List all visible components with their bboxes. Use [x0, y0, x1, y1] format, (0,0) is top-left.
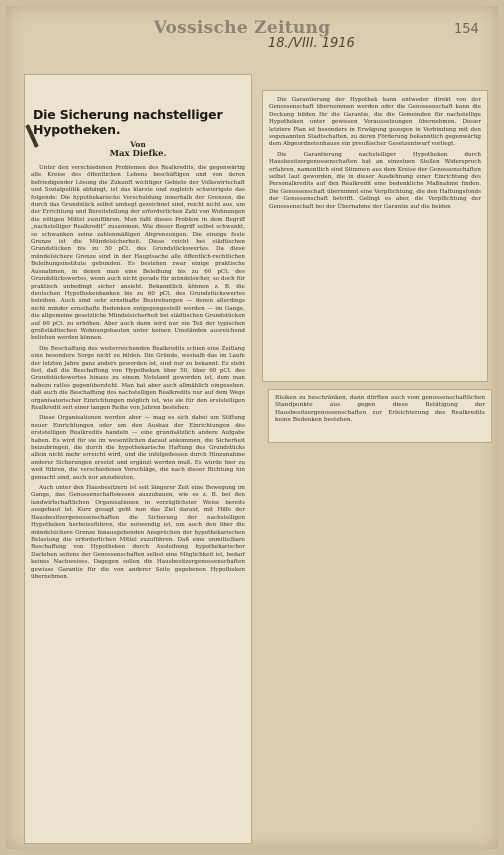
article-clipping [24, 74, 252, 844]
article-paragraph: Diese Organisationen werden aber — mag es sich dabei um Stiftung neuer Einrichtungen oder um den Ausbau der Einrichtungen des erststelligen Realkredits handeln — eine grundsätzlich andere Aufgabe haben. Es wird für sie im wesentlichen darauf ankommen, die Sicherheit beizubringen, die durch die hypothekarische Haftung des Grundstücks allein nicht mehr erreicht wird, und die infolgedessen durch Hinzunahme anderer Sicherungen ersetzt und ergänzt werden muß. Es würde hier zu weit führen, die verschiedenen Vorschläge, die nach dieser Richtung hin gemacht sind, auch nur anzudeuten. [31, 415, 245, 481]
article-headline: Die Sicherung nachstelliger Hypotheken. [33, 107, 223, 137]
handwritten-date: 18./VIII. 1916 [268, 36, 355, 51]
article-continuation-clipping [262, 90, 488, 382]
page-number: 154 [454, 22, 479, 37]
article-paragraph: Auch unter den Hausbesitzern ist seit längerer Zeit eine Bewegung im Gange, das Genossenschaftswesen auszubauen, wie es z. B. bei den landwirtschaftlichen Organisationen in vorzüglichster Weise bereits ausgebaut ist. Kurz gesagt geht nun das Ziel darauf, mit Hilfe der Hausbesitzergenossenschaften die Sicherung der nachstelligen Hypotheken herbeizuführen, die notwendig ist, um auch den über die mündelsichere Grenze hinausgehenden Ansprüchen der hypothekarischen Belastung die erforderlichen Mittel zuzuführen. Daß eine unmittelbare Beschaffung von Hypotheken durch Ausleihung hypothekarischer Darlehen seitens der Genossenschaften selbst eine Möglichkeit ist, bedarf keines Nachweises. Dagegen sollen die Hausbesitzergenossenschaften gewisse Garantie für die von anderer Seite gegebenen Hypotheken übernehmen. [31, 485, 245, 580]
end-strip-text: Risiken zu beschränken, dann dürften auch vom genossenschaftlichen Standpunkte aus gegen diese Betätigung der Hausbesitzergenossenschaften zur Erleichterung des Realkredits keine Bedenken bestehen. [275, 395, 485, 424]
article-paragraph: Unter den verschiedenen Problemen des Realkredits, die gegenwärtig alle Kreise des öffentlichen Lebens beschäftigen und von deren befriedigender Lösung die Zukunft wichtiger Gebiete der Volkswirtschaft und Sozialpolitik abhängt, ist das klarste und zugleich schwierigste das folgende: Die hypothekarische Verschuldung innerhalb der Grenzen, die durch das Grundstück selbst umhegt gezeichnet sind, reicht nicht aus, um der Errichtung und Bereitstellung der erforderlichen Zahl von Wohnungen die nötigen Mittel zuzuführen. Man faßt dieses Problem in dem Begriff „nachstelliger Realkredit“ zusammen. Wie dieser Begriff selbst schwankt, so schwanken seine zahlenmäßigen Abgrenzungen. Die einzige feste Grenze ist die Mündelsicherheit. Diese reicht bei städtischen Grundstücken bis zu 50 pCt. des Grundstückswertes. Da diese mündelsichere Grenze sind in der Hauptsache alle öffentlich-rechtlichen Beleihungsinstitute gebunden. Es bestehen zwar einige praktische Ausnahmen, in denen man eine Beleihung bis zu 60 pCt. des Grundstückswertes, wenn auch nicht gerade für mündelsicher, so doch für praktisch unbedingt sicher ansieht. Bekanntlich können z. B. die deutschen Hypothekenbanken bis zu 60 pCt. des Grundstückswertes beleihen. Auch sind sehr ernsthafte Bestrebungen — denen allerdings nicht minder ernsthafte Bedenken entgegengestellt werden — im Gange, die allgemeine gesetzliche Mündelsicherheit bei städtischen Grundstücken auf 60 pCt. zu erhöhen. Aber auch dann wird nur ein Teil der typischen großstädtischen Wohnungsbauten unter keinen Umständen ausreichend beliehen werden können. [31, 165, 245, 342]
continuation-body [269, 97, 481, 211]
byline-von: Von [130, 140, 146, 149]
article-end-strip [268, 389, 492, 443]
continuation-paragraph: Die Garantierung nachstelliger Hypotheken durch Hausbesitzergenossenschaften hat an einzelnen Stellen Widerspruch erfahren, namentlich sind Stimmen aus dem Kreise der Genossenschaften selbst laut geworden, die in dieser Ausdehnung einer Einrichtung des Personalkredits auf den Realkredit eine bedenkliche Maßnahme finden. Die Genossenschaft übernimmt eine Verpflichtung, die den Haftungsfonds der Genossenschaft betrifft. Gelingt es aber, die Verpflichtung der Genossenschaft bei der Übernahme der Garantie auf die beiden [269, 151, 481, 210]
continuation-paragraph: Die Garantierung der Hypothek kann entweder direkt von der Genossenschaft übernommen werden oder die Genossenschaft kann die Deckung bilden für die Garantie, die die Gemeinden für nachstellige Hypotheken unter gewissen Voraussetzungen übernehmen. Dieser letztere Plan ist besonders in Erwägung gezogen in Verbindung mit den sogenannten Stadtschaften, zu deren Förderung bekanntlich gegenwärtig dem Abgeordnetenhause ein preußischer Gesetzentwurf vorliegt. [269, 97, 481, 148]
article-paragraph: Die Beschaffung des weiterreichenden Realkredits schien eine Zeitlang eine besondere Sorge nicht zu bilden. Die Gründe, weshalb das im Laufe der letzten Jahre ganz anders geworden ist, sind nur zu bekannt. Es steht fest, daß die Beschaffung von Hypotheken über 50, über 60 pCt. des Grundstückswertes hinaus zu einem Notstand geworden ist, dem man nahezu ratlos gegenübersteht. Man hat aber auch allmählich eingesehen, daß auch die Beschaffung des nachstelligen Realkredits nur auf dem Wege organisatorischer Einrichtungen möglich ist, wie sie für den erststelligen Realkredit seit einer langen Reihe von Jahren bestehen. [31, 345, 245, 411]
article-body [31, 165, 245, 581]
newspaper-masthead: Vossische Zeitung [153, 18, 331, 38]
archive-sheet [6, 6, 498, 849]
article-author: Max Diefke. [109, 149, 167, 159]
